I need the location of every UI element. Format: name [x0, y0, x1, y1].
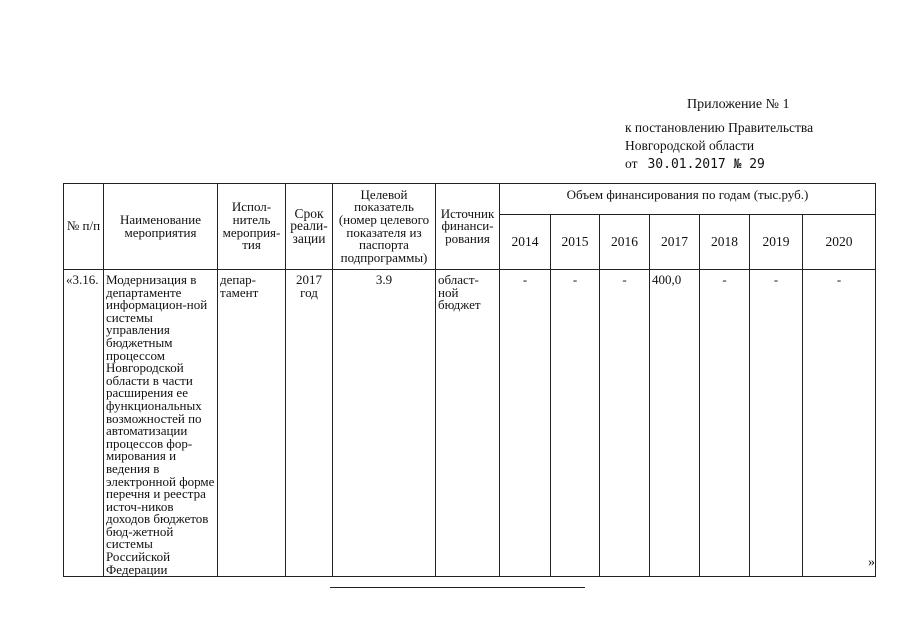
year-2020: 2020 [803, 215, 876, 270]
value-2018: - [700, 270, 750, 577]
value-2017: 400,0 [650, 270, 700, 577]
year-2018: 2018 [700, 215, 750, 270]
date-value: 30.01.2017 № 29 [647, 157, 765, 172]
header-financing: Объем финансирования по годам (тыс.руб.) [500, 184, 876, 215]
row-name: Модернизация в департаменте информацион-ной системы управления бюджетным процессом Новгородской области в части расширения ее функциональных возможностей по автоматизации процессов фор-мирования и ведения в электронной форме перечня и реестра источ-ников доходов бюджетов бюд-жетной системы Российской Федерации [104, 270, 218, 577]
header-executor: Испол-нитель мероприя-тия [218, 184, 286, 270]
value-2020: - [803, 270, 876, 577]
header-term: Срок реали-зации [286, 184, 333, 270]
region-line: Новгородской области [625, 138, 755, 153]
year-2016: 2016 [600, 215, 650, 270]
year-2015: 2015 [551, 215, 600, 270]
appendix-title: Приложение № 1 [687, 97, 790, 112]
value-2019: - [750, 270, 803, 577]
header-target: Целевой показатель (номер целевого показателя из паспорта подпрограммы) [333, 184, 436, 270]
row-number: «3.16. [64, 270, 104, 577]
row-term: 2017 год [286, 270, 333, 577]
header-name: Наименование мероприятия [104, 184, 218, 270]
header-number: № п/п [64, 184, 104, 270]
footer-rule [330, 587, 585, 588]
value-2016: - [600, 270, 650, 577]
header-source: Источник финанси-рования [436, 184, 500, 270]
closing-quote: » [868, 555, 875, 570]
resolution-line: к постановлению Правительства [625, 120, 814, 135]
row-executor: депар-тамент [218, 270, 286, 577]
value-2015: - [551, 270, 600, 577]
row-source: област-ной бюджет [436, 270, 500, 577]
row-target: 3.9 [333, 270, 436, 577]
date-line [625, 156, 765, 172]
year-2017: 2017 [650, 215, 700, 270]
date-prefix: от [625, 156, 638, 171]
value-2014: - [500, 270, 551, 577]
financing-table [63, 183, 876, 577]
year-2019: 2019 [750, 215, 803, 270]
year-2014: 2014 [500, 215, 551, 270]
